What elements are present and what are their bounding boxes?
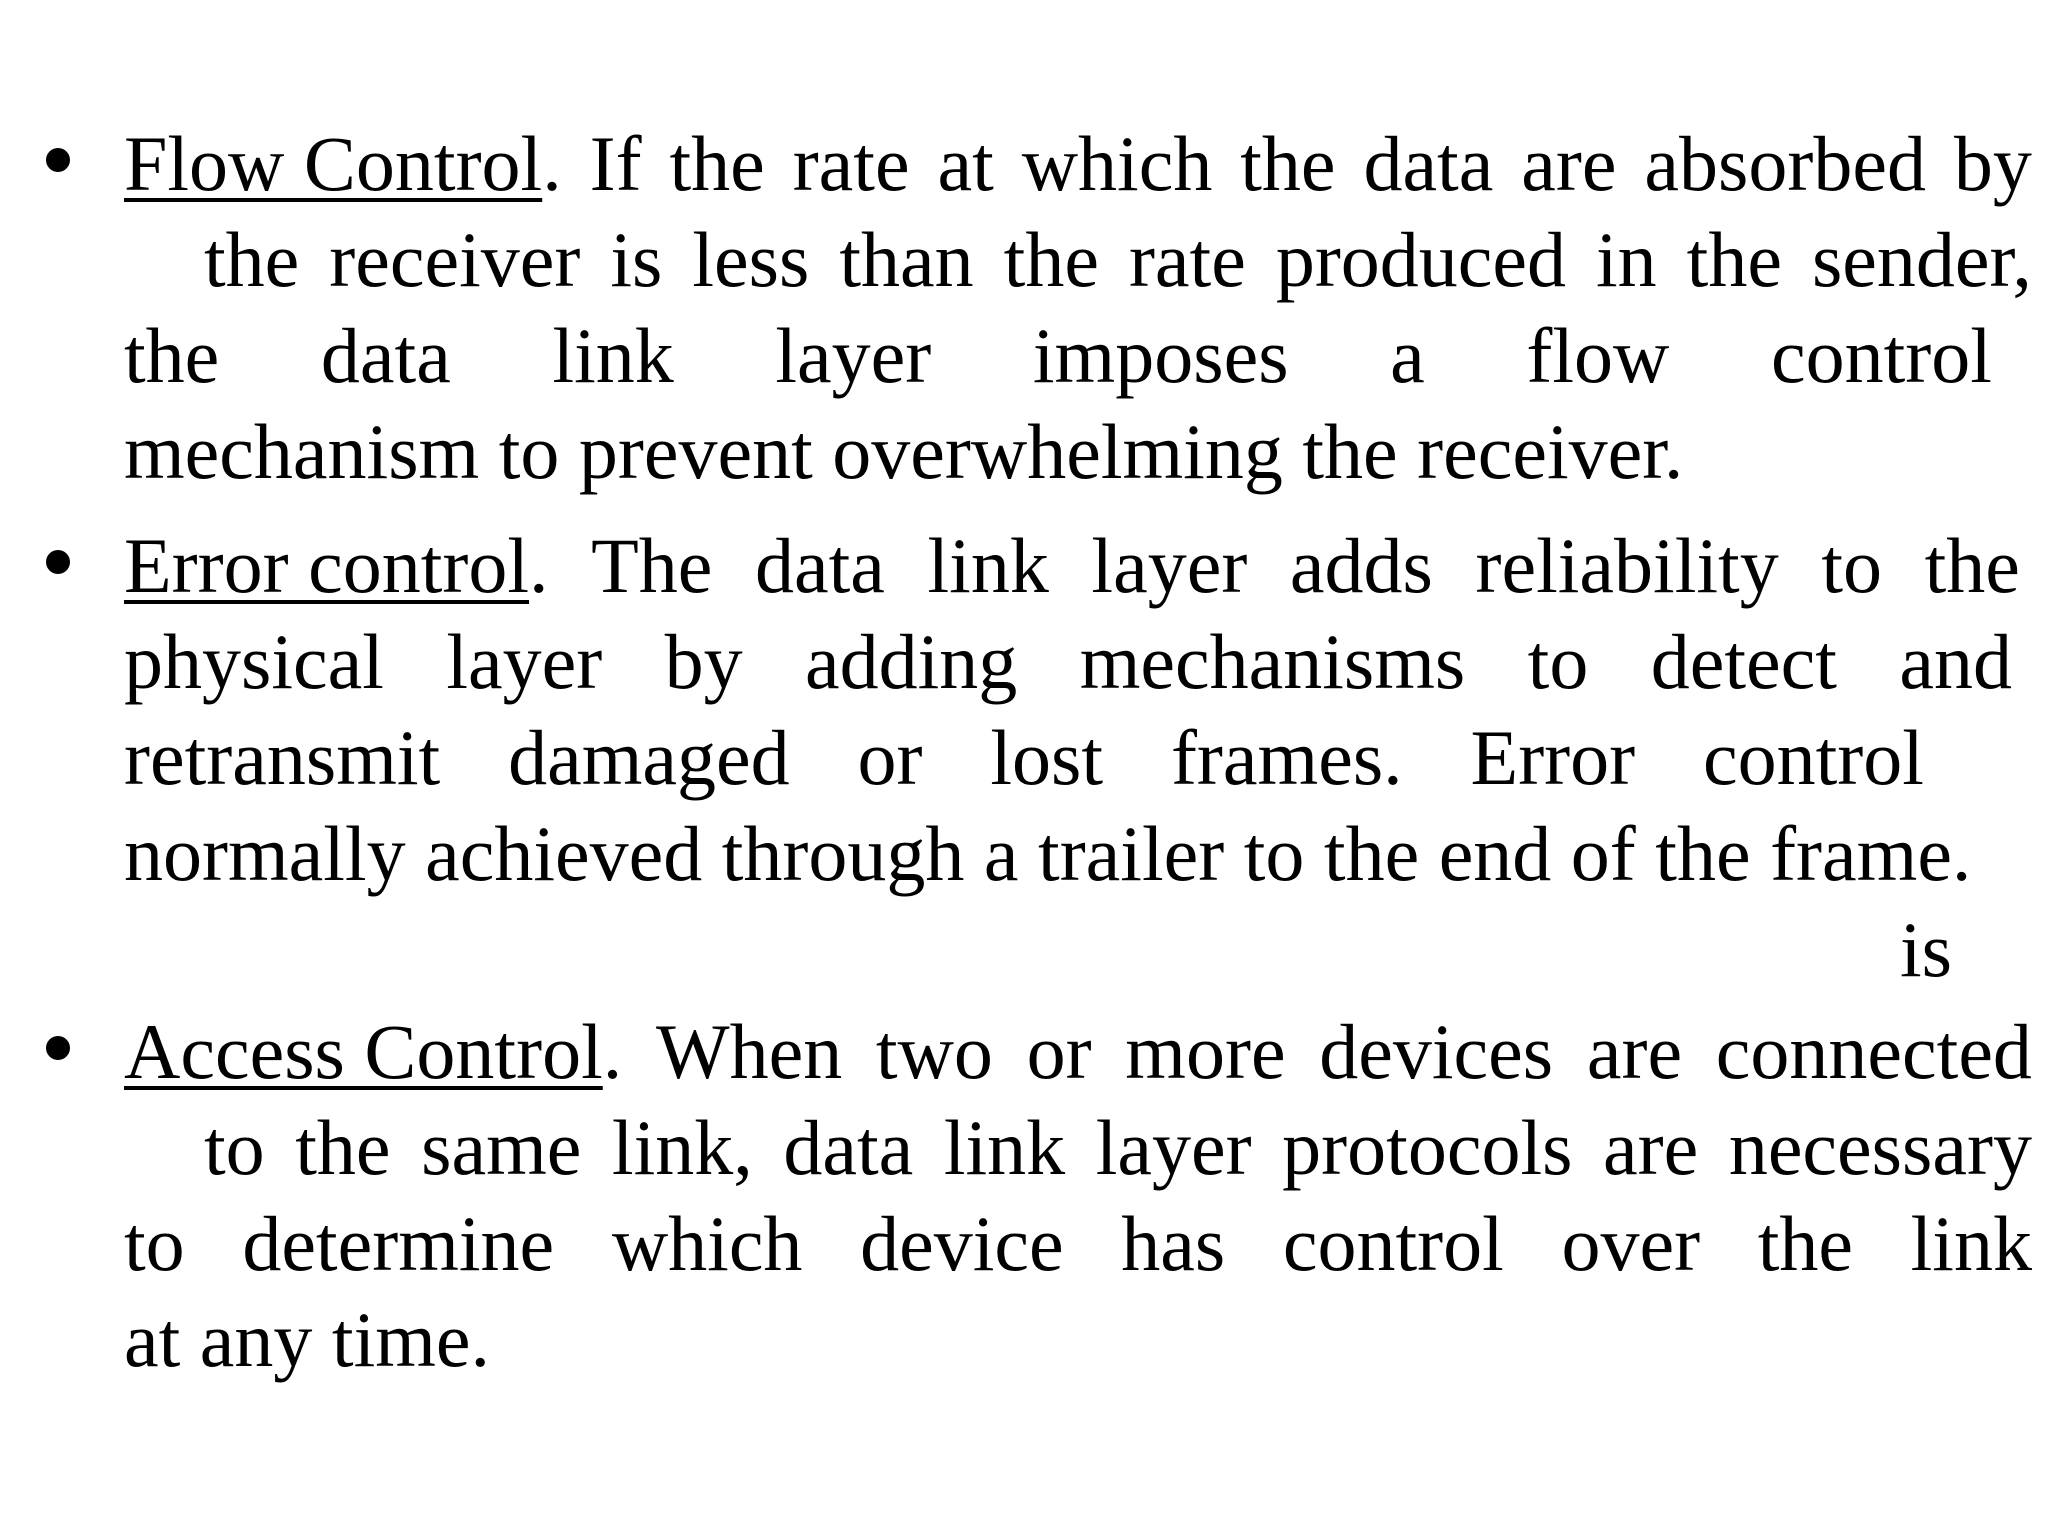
word: lost xyxy=(990,714,1104,801)
word: at xyxy=(937,120,994,207)
bullet-line xyxy=(124,710,1924,806)
word: control xyxy=(1282,1200,1504,1287)
word: protocols xyxy=(1282,1104,1573,1191)
word: data xyxy=(1363,120,1494,207)
word: link, xyxy=(611,1104,753,1191)
word: more xyxy=(1125,1008,1286,1095)
word: less xyxy=(692,216,810,303)
bullet-dot-icon xyxy=(46,1036,70,1060)
word: to xyxy=(1821,522,1882,609)
word: frames. xyxy=(1170,714,1403,801)
bullet-line: normally achieved through a trailer to the end of the frame. xyxy=(124,810,1972,897)
word: device xyxy=(860,1200,1064,1287)
word: to xyxy=(204,1104,265,1191)
word: adds xyxy=(1289,522,1433,609)
bullet-line xyxy=(124,614,2012,710)
word: same xyxy=(421,1104,582,1191)
word: the xyxy=(1003,216,1099,303)
word: data xyxy=(783,1104,914,1191)
word: The xyxy=(591,522,713,609)
word: When xyxy=(655,1008,843,1095)
word: imposes xyxy=(1032,312,1289,399)
bullet-term: Error control xyxy=(124,522,530,609)
word: retransmit xyxy=(124,714,441,801)
word: necessary xyxy=(1728,1104,2032,1191)
word: sender, xyxy=(1811,216,2032,303)
word: detect xyxy=(1650,618,1837,705)
word: two xyxy=(875,1008,993,1095)
word: by xyxy=(1953,120,2032,207)
word: link xyxy=(927,522,1049,609)
word: control xyxy=(1771,312,1992,399)
bullet-text: . xyxy=(602,1008,623,1095)
word: layer xyxy=(1091,522,1248,609)
word: link xyxy=(943,1104,1066,1191)
word: connected xyxy=(1715,1008,2032,1095)
word: rate xyxy=(1128,216,1246,303)
word: the xyxy=(204,216,300,303)
bullet-line: at any time. xyxy=(124,1296,491,1383)
word: are xyxy=(1603,1104,1699,1191)
word: physical xyxy=(124,618,384,705)
word: layer xyxy=(1095,1104,1252,1191)
word: the xyxy=(1240,120,1336,207)
bullet-line: is xyxy=(1900,906,1953,993)
word: in xyxy=(1596,216,1657,303)
word: mechanisms xyxy=(1079,618,1466,705)
word: are xyxy=(1586,1008,1683,1095)
word: layer xyxy=(446,618,603,705)
word: over xyxy=(1561,1200,1701,1287)
word: data xyxy=(320,312,451,399)
word: layer xyxy=(775,312,932,399)
bullet-text: . xyxy=(529,522,549,609)
bullet-line xyxy=(124,1196,2032,1292)
word: the xyxy=(124,312,220,399)
word: the xyxy=(669,120,765,207)
bullet-term: Access Control xyxy=(124,1008,603,1095)
word: the xyxy=(295,1104,391,1191)
word: which xyxy=(611,1200,803,1287)
word: than xyxy=(839,216,974,303)
word: the xyxy=(1686,216,1782,303)
bullet-term: Flow Control xyxy=(124,120,543,207)
bullet-dot-icon xyxy=(46,148,70,172)
word: devices xyxy=(1319,1008,1554,1095)
bullet-text: . xyxy=(542,120,562,207)
word: the xyxy=(1924,522,2020,609)
word: receiver xyxy=(329,216,581,303)
word: damaged xyxy=(508,714,790,801)
word: control xyxy=(1703,714,1924,801)
bullet-line xyxy=(124,518,2020,614)
word: are xyxy=(1521,120,1617,207)
word: has xyxy=(1121,1200,1226,1287)
bullet-line xyxy=(124,308,1992,404)
word: flow xyxy=(1526,312,1670,399)
word: Error xyxy=(1470,714,1636,801)
word: determine xyxy=(242,1200,555,1287)
bullet-line xyxy=(124,1004,2032,1100)
word: or xyxy=(857,714,923,801)
word: reliability xyxy=(1475,522,1779,609)
word: data xyxy=(754,522,885,609)
bullet-line xyxy=(204,1100,2032,1196)
word: by xyxy=(664,618,743,705)
word: absorbed xyxy=(1644,120,1926,207)
word: rate xyxy=(792,120,910,207)
bullet-line xyxy=(204,212,2032,308)
word: If xyxy=(589,120,642,207)
bullet-line: mechanism to prevent overwhelming the receiver. xyxy=(124,408,1684,495)
word: adding xyxy=(805,618,1018,705)
bullet-dot-icon xyxy=(46,550,70,574)
bullet-line xyxy=(124,116,2032,212)
word: the xyxy=(1757,1200,1853,1287)
word: to xyxy=(124,1200,185,1287)
word: link xyxy=(552,312,674,399)
word: is xyxy=(610,216,663,303)
word: and xyxy=(1899,618,2012,705)
word: produced xyxy=(1275,216,1567,303)
word: a xyxy=(1390,312,1425,399)
word: or xyxy=(1026,1008,1092,1095)
word: to xyxy=(1527,618,1589,705)
word: which xyxy=(1021,120,1213,207)
word: link xyxy=(1910,1200,2032,1287)
